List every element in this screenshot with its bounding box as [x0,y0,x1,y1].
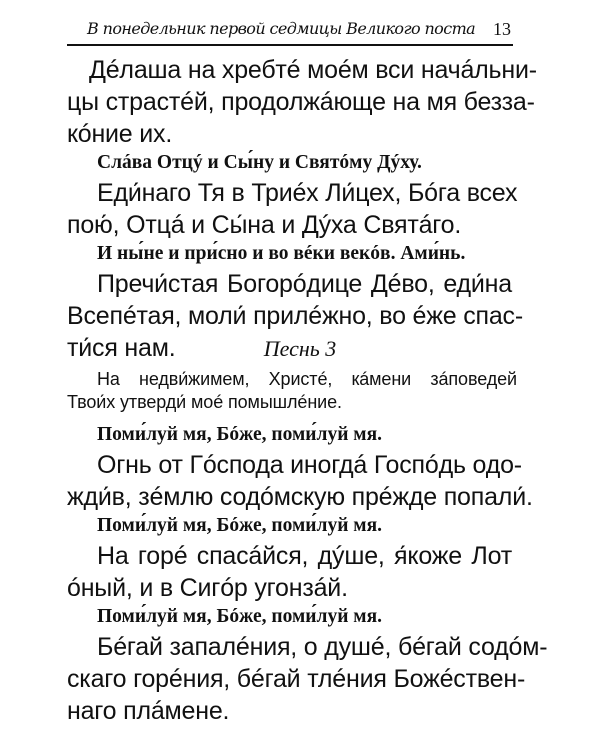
refrain-1: Поми́луй мя, Бóже, поми́луй мя. [97,424,383,445]
troparion-5-line-2: скаго горéния, бéгай тлéния Божéствен- [67,665,526,693]
irmos-line-1: На недви́жимем, Христé, кáмени зáповедей [97,369,517,389]
refrain-2: Поми́луй мя, Бóже, поми́луй мя. [97,515,383,536]
troparion-5-line-1: Бéгай запалéния, о душé, бéгай содóм- [97,633,548,661]
troparion-2-line-1: Еди́наго Тя в Триéх Ли́цех, Бóга всех [97,179,518,207]
theotokion-line-3: ти́ся нам. [67,334,176,362]
glory-doxology: Слáва Отцý и Сы́ну и Святóму Дýху. [97,152,422,173]
troparion-1-line-2: цы страстéй, продолжáюще на мя безза- [67,88,535,116]
troparion-4-line-2: óный, и в Сигóр угонзáй. [67,574,348,602]
page-number: 13 [493,19,511,39]
refrain-3: Поми́луй мя, Бóже, поми́луй мя. [97,606,383,627]
running-title: В понедельник первой седмицы Великого поста [87,19,476,38]
irmos-line-2: Твои́х утверди́ моé помышлéние. [67,392,342,412]
troparion-1-line-1: Дéлаша на хребтé моéм вси начáльни- [89,56,537,84]
theotokion-line-2: Всепéтая, моли́ прилéжно, во éже спас- [67,302,523,330]
troparion-3-line-2: жди́в, зéмлю содóмскую прéжде попали́. [67,483,533,511]
now-and-ever: И ны́не и при́сно и во вéки векóв. Ами́нь. [97,243,466,264]
theotokion-line-1: Пречи́стая Богорóдице Дéво, еди́на [97,270,512,298]
running-header [67,18,513,44]
header-rule [67,44,513,46]
ode-heading: Песнь 3 [263,336,337,361]
troparion-1-line-3: кóние их. [67,120,173,148]
troparion-3-line-1: Огнь от Гóспода иногдá Госпóдь одо- [97,451,522,479]
troparion-4-line-1: На горé спасáйся, дýше, я́коже Лот [97,542,512,570]
troparion-2-line-2: пою́, Отцá и Сы́на и Дýха Святáго. [67,211,462,239]
troparion-5-line-3: наго плáмене. [67,697,230,725]
